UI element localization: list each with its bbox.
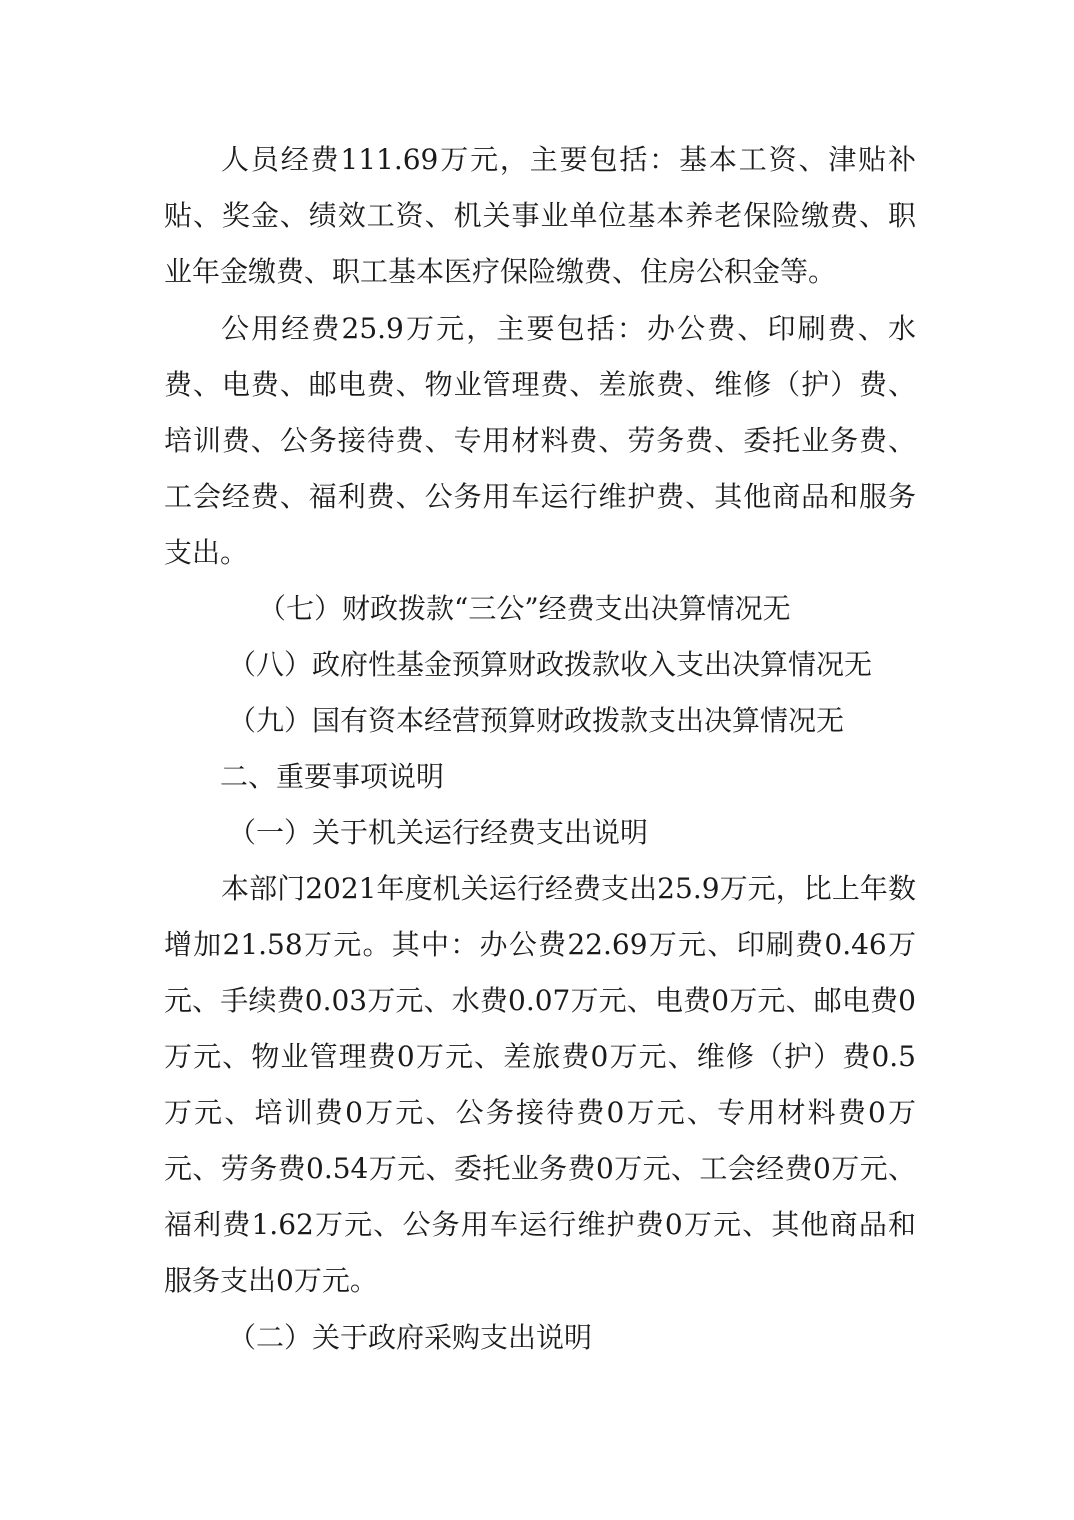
section-eight-heading: （八）政府性基金预算财政拨款收入支出决算情况无 [228,648,873,681]
personnel-expense-paragraph: 人员经费111.69万元，主要包括：基本工资、津贴补贴、奖金、绩效工资、机关事业单位基本养老保险缴费、职业年金缴费、职工基本医疗保险缴费、住房公积金等。 [164,143,916,288]
operating-expense-paragraph: 本部门2021年度机关运行经费支出25.9万元，比上年数增加21.58万元。其中：办公费22.69万元、印刷费0.46万元、手续费0.03万元、水费0.07万元、电费0万元、邮电费0万元、物业管理费0万元、差旅费0万元、维修（护）费0.5万元、培训费0万元、公务接待费0万元、专用材料费0万元、劳务费0.54万元、委托业务费0万元、工会经费0万元、福利费1.62万元、公务用车运行维护费0万元、其他商品和服务支出0万元。 [164,872,916,1297]
procurement-subheading: （二）关于政府采购支出说明 [228,1321,593,1354]
section-seven-heading: （七）财政拨款“三公”经费支出决算情况无 [258,592,791,625]
operating-expense-subheading: （一）关于机关运行经费支出说明 [228,816,649,849]
public-expense-paragraph: 公用经费25.9万元，主要包括：办公费、印刷费、水费、电费、邮电费、物业管理费、差旅费、维修（护）费、培训费、公务接待费、专用材料费、劳务费、委托业务费、工会经费、福利费、公务用车运行维护费、其他商品和服务支出。 [164,312,916,569]
important-matters-heading: 二、重要事项说明 [220,760,445,793]
section-nine-heading: （九）国有资本经营预算财政拨款支出决算情况无 [228,704,845,737]
